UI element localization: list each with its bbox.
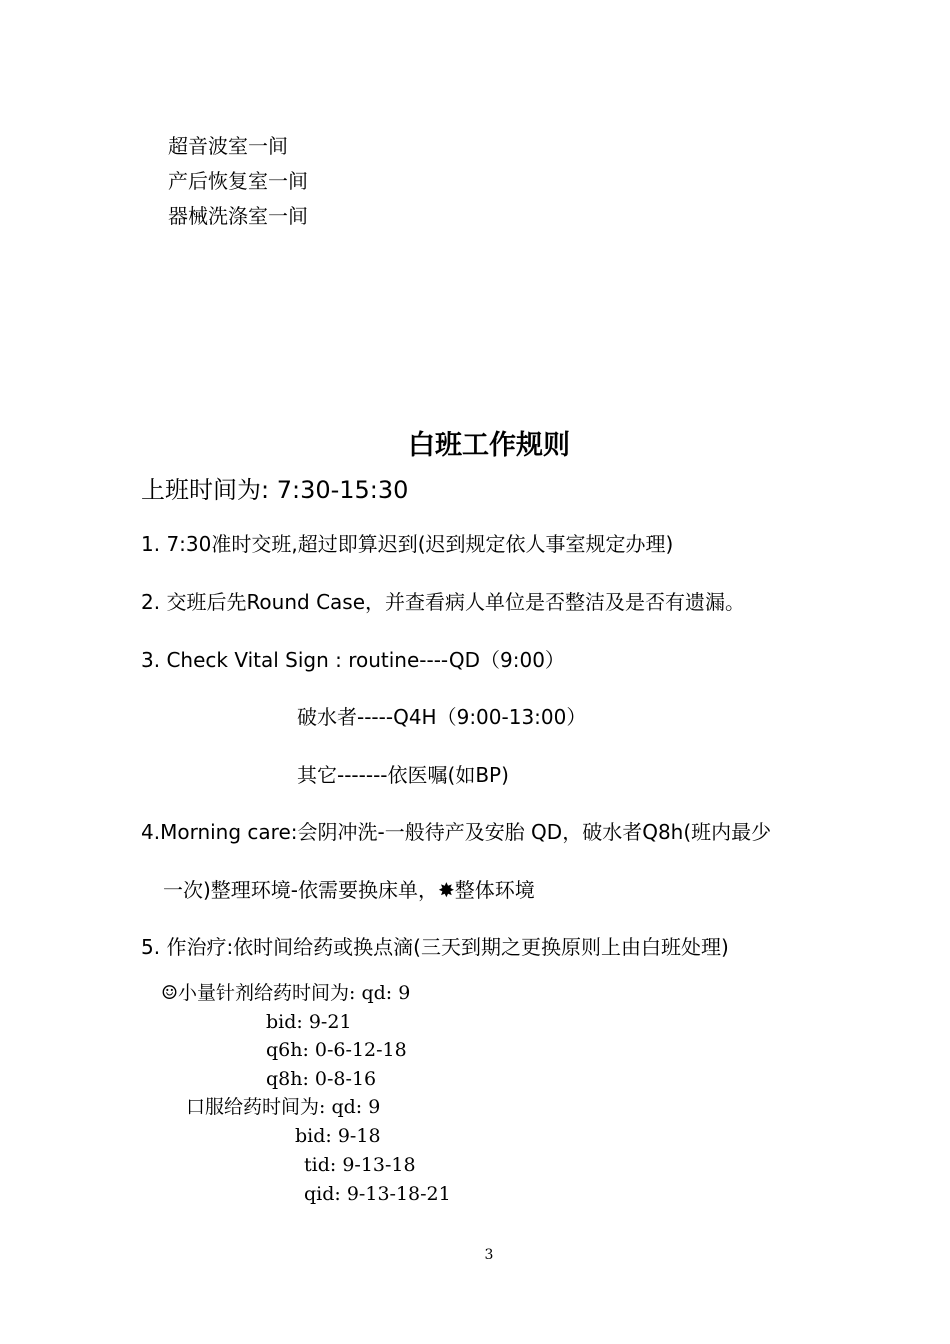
injection-time: bid: 9-21 — [266, 1011, 352, 1033]
injection-schedule-label: ☺小量针剂给药时间为: qd: 9 — [161, 982, 411, 1004]
injection-time: q8h: 0-8-16 — [266, 1068, 377, 1090]
page-number: 3 — [484, 1247, 494, 1263]
rule-3: 3. Check Vital Sign : routine----QD（9:00） — [141, 648, 565, 672]
rule-4-line-1: 4.Morning care:会阴冲洗-一般待产及安胎 QD，破水者Q8h(班内最少 — [141, 820, 772, 844]
room-item: 超音波室一间 — [168, 134, 288, 158]
shift-time: 上班时间为: 7:30-15:30 — [141, 476, 409, 504]
injection-time: q6h: 0-6-12-18 — [266, 1039, 407, 1061]
rule-5: 5. 作治疗:依时间给药或换点滴(三天到期之更换原则上由白班处理) — [141, 935, 729, 959]
rule-3-sub-1: 破水者-----Q4H（9:00-13:00） — [297, 705, 587, 729]
oral-time: tid: 9-13-18 — [304, 1154, 416, 1176]
room-item: 产后恢复室一间 — [168, 169, 308, 193]
oral-schedule-label: 口服给药时间为: qd: 9 — [186, 1096, 381, 1118]
rule-2: 2. 交班后先Round Case，并查看病人单位是否整洁及是否有遗漏。 — [141, 590, 746, 614]
room-item: 器械洗涤室一间 — [168, 204, 308, 228]
rule-1: 1. 7:30准时交班,超过即算迟到(迟到规定依人事室规定办理) — [141, 532, 674, 556]
oral-time: qid: 9-13-18-21 — [304, 1183, 451, 1205]
rule-3-sub-2: 其它-------依医嘱(如BP) — [297, 763, 509, 787]
rule-4-line-2: 一次)整理环境-依需要换床单，✸整体环境 — [163, 878, 535, 902]
document-title: 白班工作规则 — [408, 430, 570, 461]
oral-time: bid: 9-18 — [295, 1125, 381, 1147]
